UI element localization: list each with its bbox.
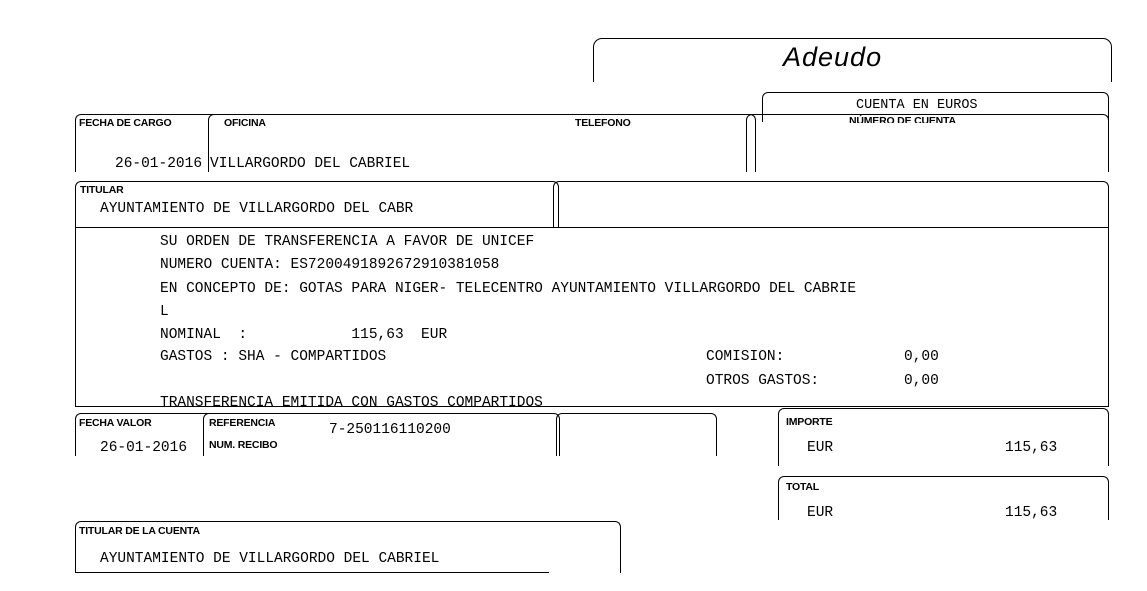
blank-footer-cell xyxy=(556,413,717,456)
fecha-cargo-value: 26-01-2016 xyxy=(115,156,203,172)
doc-title: Adeudo xyxy=(783,42,883,72)
numero-cuenta-label-clip xyxy=(846,114,1026,123)
titular-label: TITULAR xyxy=(80,184,124,196)
oficina-label: OFICINA xyxy=(224,117,266,129)
total-label: TOTAL xyxy=(786,481,820,493)
orden-line: SU ORDEN DE TRANSFERENCIA A FAVOR DE UNICEF xyxy=(160,234,535,250)
importe-value: 115,63 xyxy=(1005,440,1058,456)
nominal-line: NOMINAL : 115,63 EUR xyxy=(160,327,448,343)
titular-right-cell xyxy=(553,181,1109,228)
fecha-valor-value: 26-01-2016 xyxy=(100,440,188,456)
transferencia-clip xyxy=(160,394,760,407)
comision-value: 0,00 xyxy=(904,349,939,365)
numero-cuenta-line: NUMERO CUENTA: ES7200491892672910381058 xyxy=(160,257,500,273)
titular-cuenta-label: TITULAR DE LA CUENTA xyxy=(79,525,200,537)
total-row-clip xyxy=(779,500,1107,519)
numero-cuenta-label: NÚMERO DE CUENTA xyxy=(849,115,956,123)
referencia-value: 7-250116110200 xyxy=(329,422,451,438)
transferencia-line: TRANSFERENCIA EMITIDA CON GASTOS COMPARTIDOS xyxy=(160,395,543,407)
detail-box xyxy=(75,227,1109,407)
titular-value: AYUNTAMIENTO DE VILLARGORDO DEL CABR xyxy=(100,201,414,217)
total-value: 115,63 xyxy=(1005,505,1058,519)
otros-gastos-value: 0,00 xyxy=(904,373,939,389)
fecha-valor-label: FECHA VALOR xyxy=(79,417,152,429)
cuenta-en-euros: CUENTA EN EUROS xyxy=(856,98,978,113)
titular-cuenta-value: AYUNTAMIENTO DE VILLARGORDO DEL CABRIEL xyxy=(100,551,440,567)
comision-label: COMISION: xyxy=(706,349,785,365)
num-recibo-label: NUM. RECIBO xyxy=(209,439,278,451)
gastos-line: GASTOS : SHA - COMPARTIDOS xyxy=(160,349,387,365)
oficina-value: VILLARGORDO DEL CABRIEL xyxy=(210,156,411,172)
referencia-label: REFERENCIA xyxy=(209,417,276,429)
concepto-cont-line: L xyxy=(160,304,169,320)
importe-currency: EUR xyxy=(807,440,834,456)
otros-gastos-label: OTROS GASTOS: xyxy=(706,373,820,389)
titular-cuenta-underline xyxy=(75,572,549,573)
fecha-cargo-label: FECHA DE CARGO xyxy=(79,117,172,129)
total-currency: EUR xyxy=(807,505,834,519)
importe-label: IMPORTE xyxy=(786,416,833,428)
telefono-label: TELEFONO xyxy=(575,117,631,129)
concepto-line: EN CONCEPTO DE: GOTAS PARA NIGER- TELECENTRO AYUNTAMIENTO VILLARGORDO DEL CABRIE xyxy=(160,281,857,297)
